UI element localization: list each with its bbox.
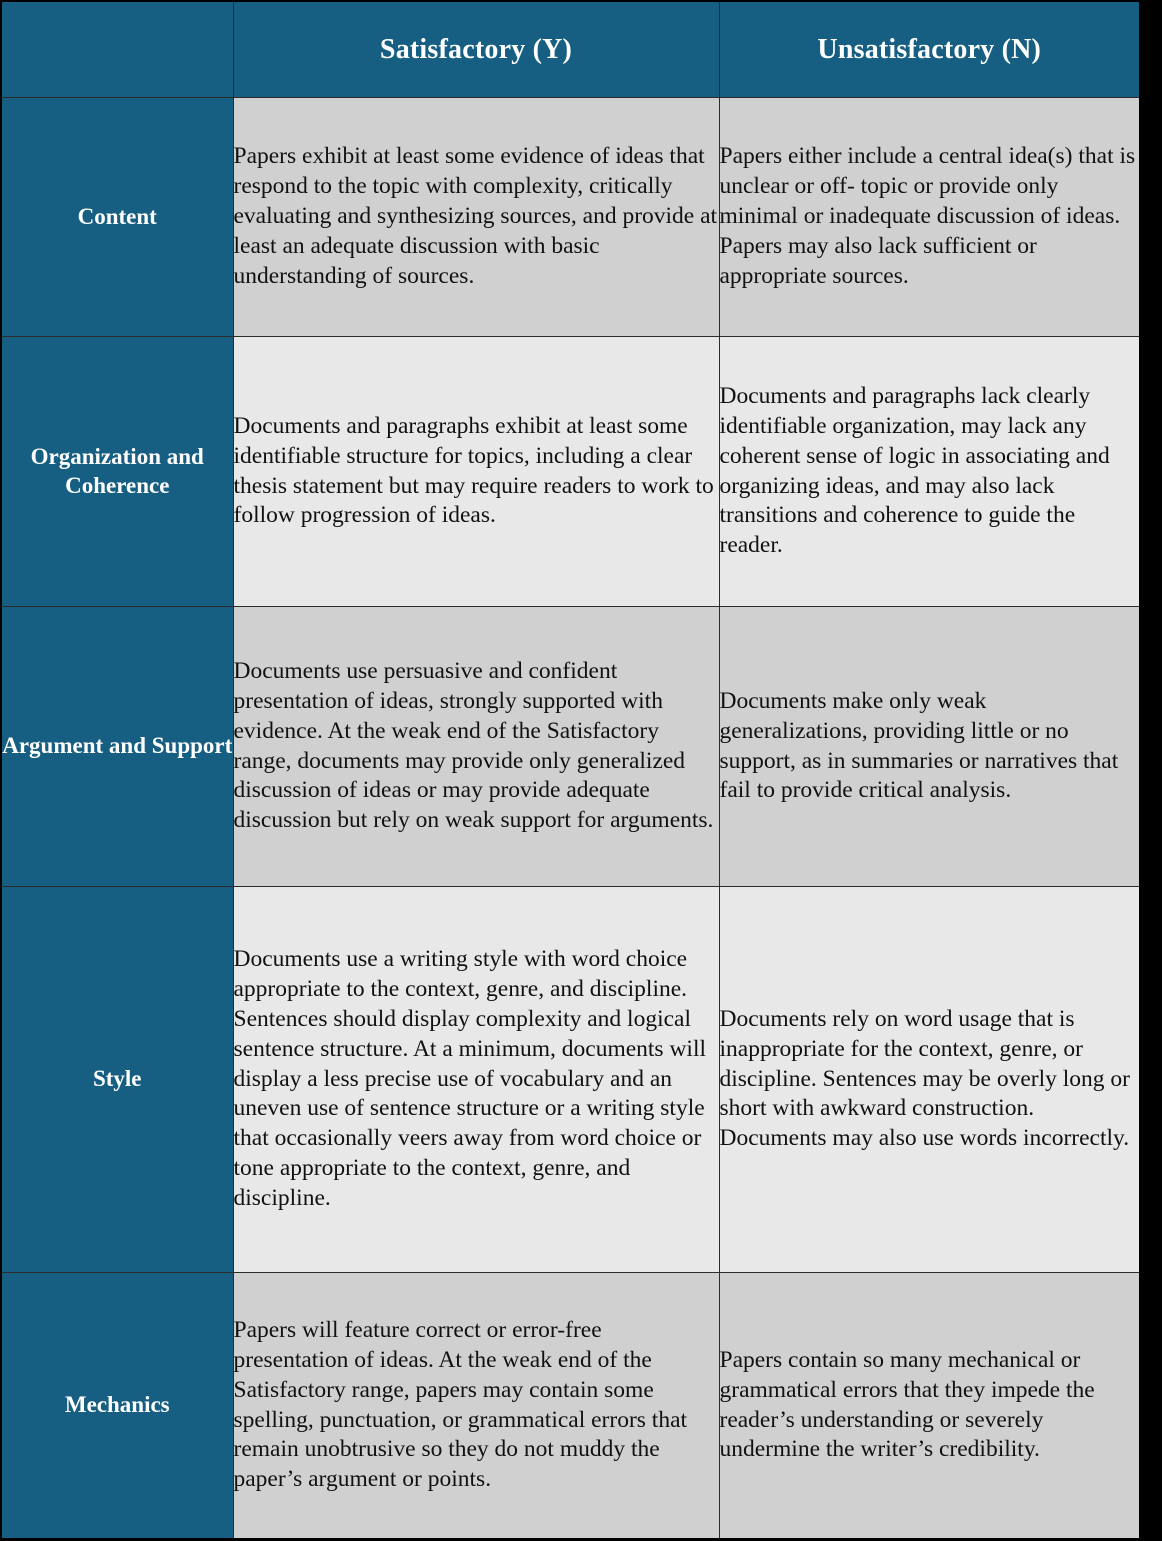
cell-text: Documents use a writing style with word choice appropriate to the context, genre, and discipline. Sentences should display complexity and logical sentence structure. At a minimum, documents will display a less precise use of vocabulary and an uneven use of sentence structure or a writing style that occasionally veers away from word choice or tone appropriate to the context, genre, and discipline. (233, 946, 707, 1211)
criterion-label-style: Style (1, 887, 233, 1273)
criterion-label-argument-and-support: Argument and Support (1, 607, 233, 887)
unsatisfactory-description-organization-and-coherence (719, 337, 1140, 607)
satisfactory-description-content (233, 98, 719, 337)
cell-text: Papers exhibit at least some evidence of ideas that respond to the topic with complexity, critically evaluating and synthesizing sources, and provide at least an adequate discussion with basic understanding of sources. (233, 143, 718, 289)
cell-text: Documents and paragraphs lack clearly identifiable organization, may lack any coherent sense of logic in associating and organizing ideas, and may also lack transitions and coherence to guide the reader. (719, 382, 1110, 559)
cell-text: Documents rely on word usage that is inappropriate for the context, genre, or discipline. Sentences may be overly long or short with awkward construction. Documents may also use words incorrectly. (719, 1005, 1130, 1152)
criterion-label-content: Content (1, 98, 233, 337)
unsatisfactory-description-style (719, 887, 1140, 1273)
unsatisfactory-description-content (719, 98, 1140, 337)
header-criterion-corner (1, 1, 233, 98)
header-satisfactory: Satisfactory (Y) (233, 1, 719, 98)
satisfactory-description-organization-and-coherence (233, 337, 719, 607)
unsatisfactory-description-mechanics (719, 1273, 1140, 1540)
criterion-label-organization-and-coherence: Organization and Coherence (1, 337, 233, 607)
satisfactory-description-mechanics (233, 1273, 719, 1540)
satisfactory-description-argument-and-support (233, 607, 719, 887)
cell-text: Documents make only weak generalizations, providing little or no support, as in summaries or narratives that fail to provide critical analysis. (719, 687, 1119, 804)
cell-text: Papers contain so many mechanical or grammatical errors that they impede the reader’s understanding or severely undermine the writer’s credibility. (719, 1346, 1095, 1463)
satisfactory-description-style (233, 887, 719, 1273)
unsatisfactory-description-argument-and-support (719, 607, 1140, 887)
cell-text: Papers will feature correct or error-free presentation of ideas. At the weak end of the Satisfactory range, papers may contain some spelling, punctuation, or grammatical errors that remain unobtrusive so they do not muddy the paper’s argument or points. (233, 1316, 688, 1493)
table-row (1, 1273, 1140, 1540)
cell-text: Documents and paragraphs exhibit at least some identifiable structure for topics, including a clear thesis statement but may require readers to work to follow progression of ideas. (233, 412, 714, 529)
table-row (1, 98, 1140, 337)
table-row (1, 607, 1140, 887)
cell-text: Documents use persuasive and confident presentation of ideas, strongly supported with evidence. At the weak end of the Satisfactory range, documents may provide only generalized discussion of ideas or may provide adequate discussion but rely on weak support for arguments. (233, 657, 714, 834)
criterion-label-mechanics: Mechanics (1, 1273, 233, 1540)
table-header-row (1, 1, 1140, 98)
cell-text: Papers either include a central idea(s) that is unclear or off- topic or provide only minimal or inadequate discussion of ideas. Papers may also lack sufficient or appropriate sources. (719, 143, 1136, 289)
header-unsatisfactory: Unsatisfactory (N) (719, 1, 1140, 98)
table-row (1, 887, 1140, 1273)
table-row (1, 337, 1140, 607)
